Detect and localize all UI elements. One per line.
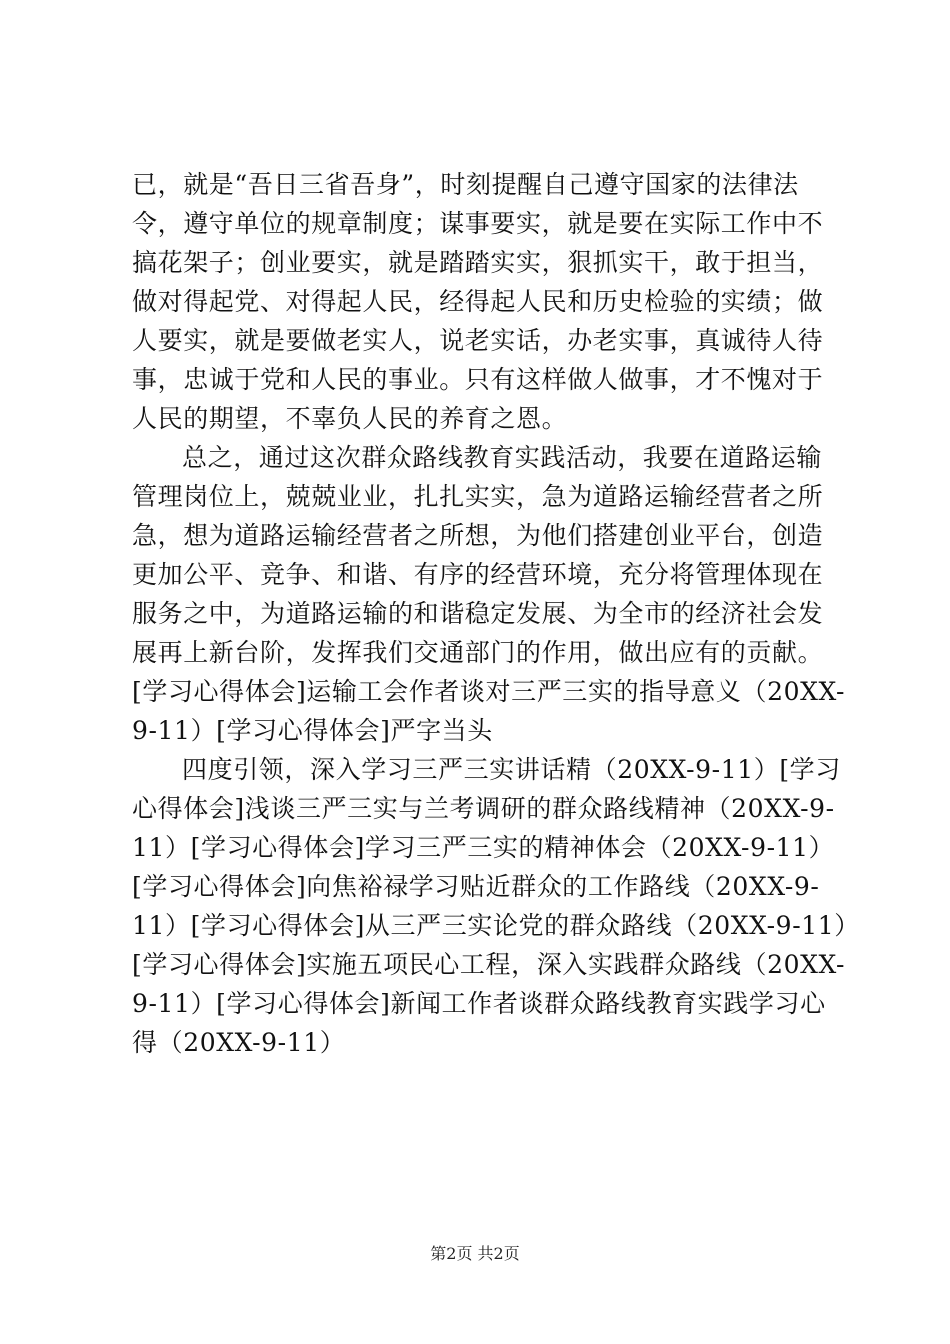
text-line: 做对得起党、对得起人民，经得起人民和历史检验的实绩；做 (132, 287, 824, 316)
text-line: 事，忠诚于党和人民的事业。只有这样做人做事，才不愧对于 (132, 365, 824, 394)
text-line: 已，就是“吾日三省吾身”，时刻提醒自己遵守国家的法律法 (132, 170, 799, 199)
text-line: 人民的期望，不辜负人民的养育之恩。 (132, 404, 568, 433)
text-line: 服务之中，为道路运输的和谐稳定发展、为全市的经济社会发 (132, 599, 824, 628)
text-line: 11）[学习心得体会]学习三严三实的精神体会（20XX-9-11） (132, 833, 835, 862)
text-line: 令，遵守单位的规章制度；谋事要实，就是要在实际工作中不 (132, 209, 824, 238)
text-line: 9-11）[学习心得体会]新闻工作者谈群众路线教育实践学习心 (132, 989, 826, 1018)
text-line: 搞花架子；创业要实，就是踏踏实实，狠抓实干，敢于担当， (132, 248, 824, 277)
page-number-footer: 第2页 共2页 (430, 1244, 520, 1263)
text-line: 更加公平、竞争、和谐、有序的经营环境，充分将管理体现在 (132, 560, 824, 589)
text-line: 得（20XX-9-11） (132, 1028, 346, 1057)
text-line: 总之，通过这次群众路线教育实践活动，我要在道路运输 (182, 443, 823, 472)
text-line: [学习心得体会]实施五项民心工程，深入实践群众路线（20XX- (132, 950, 846, 979)
text-line: 11）[学习心得体会]从三严三实论党的群众路线（20XX-9-11） (132, 911, 860, 940)
document-body (132, 165, 860, 1062)
text-line: 管理岗位上，兢兢业业，扎扎实实，急为道路运输经营者之所 (132, 482, 824, 511)
text-line: 9-11）[学习心得体会]严字当头 (132, 716, 493, 745)
text-line: 人要实，就是要做老实人，说老实话，办老实事，真诚待人待 (132, 326, 824, 355)
text-line: 心得体会]浅谈三严三实与兰考调研的群众路线精神（20XX-9- (132, 794, 835, 823)
text-line: 四度引领，深入学习三严三实讲话精（20XX-9-11）[学习 (182, 755, 841, 784)
text-line: 展再上新台阶，发挥我们交通部门的作用，做出应有的贡献。 (132, 638, 824, 667)
text-line: 急，想为道路运输经营者之所想，为他们搭建创业平台，创造 (132, 521, 824, 550)
text-line: [学习心得体会]向焦裕禄学习贴近群众的工作路线（20XX-9- (132, 872, 820, 901)
text-line: [学习心得体会]运输工会作者谈对三严三实的指导意义（20XX- (132, 677, 846, 706)
